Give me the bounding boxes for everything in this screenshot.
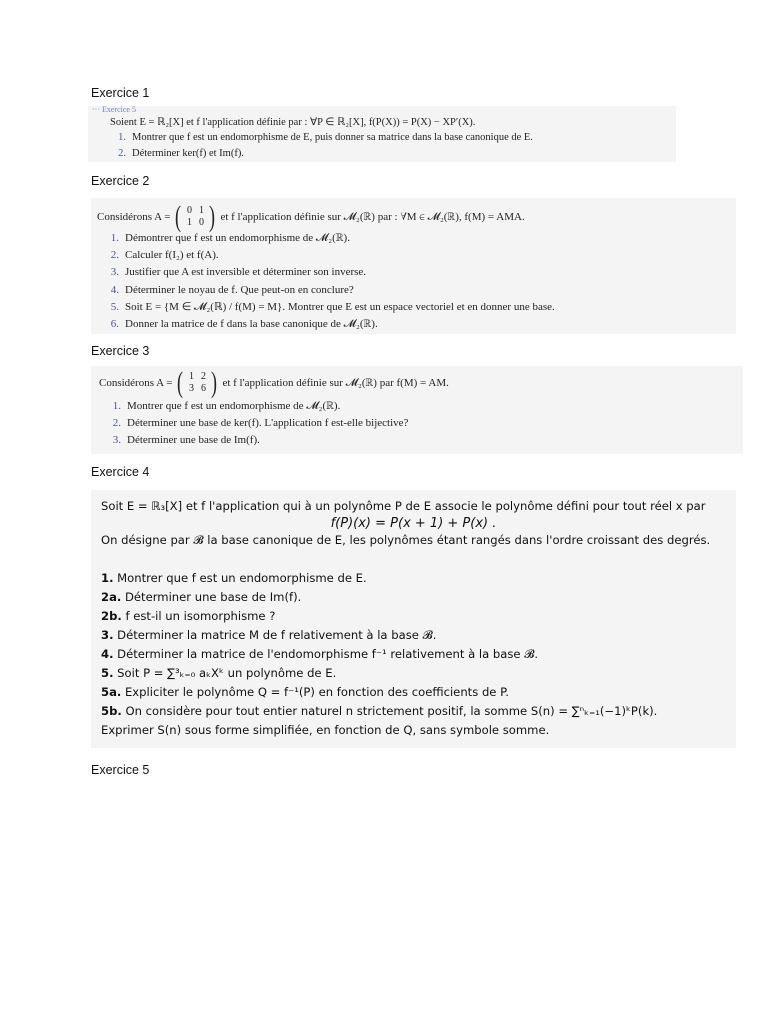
exercise-1-list <box>112 130 533 162</box>
list-item: 4. Déterminer le noyau de f. Que peut-on en conclure? <box>110 283 354 296</box>
matrix-a: ( 0 1 1 0 ) <box>175 200 216 233</box>
list-item: 1. Démontrer que f est un endomorphisme de 𝓜₂(ℝ). <box>110 232 350 244</box>
list-item: 5. Soit P = ∑³ₖ₌₀ aₖXᵏ un polynôme de E. <box>101 666 337 680</box>
list-item: 3. Déterminer une base de Im(f). <box>112 434 260 446</box>
exercise-1-content <box>88 106 676 162</box>
exercise-1-intro: Soient E = ℝ₂[X] et f l'application définie par : ∀P ∈ ℝ₂[X], f(P(X)) = P(X) − XP′(X). <box>110 117 476 128</box>
matrix-a: ( 1 2 3 6 ) <box>177 366 218 399</box>
exercise-1-heading: Exercice 1 <box>91 86 150 100</box>
exercise-4-content <box>91 490 736 748</box>
exercise-4-list <box>101 569 657 740</box>
list-item: 3. Déterminer la matrice M de f relativement à la base 𝓑. <box>101 628 437 642</box>
list-item: 1. Montrer que f est un endomorphisme de E, puis donner sa matrice dans la base canonique de E. <box>118 132 533 143</box>
exercise-2-heading: Exercice 2 <box>91 174 150 188</box>
list-item: 2. Déterminer une base de ker(f). L'application f est-elle bijective? <box>112 417 409 429</box>
list-item: 5b. On considère pour tout entier naturel n strictement positif, la somme S(n) = ∑ⁿₖ₌₁(−1)ᵏP(k). <box>101 704 658 718</box>
exercise-4-formula: f(P)(x) = P(x + 1) + P(x) . <box>330 516 497 531</box>
exercise-5-heading: Exercice 5 <box>91 763 150 777</box>
exercise-4-basis-note: On désigne par 𝓑 la base canonique de E, les polynômes étant rangés dans l'ordre croissant des degrés. <box>101 533 711 547</box>
exercise-3-heading: Exercice 3 <box>91 344 150 358</box>
list-item: 2. Calculer f(I₂) et f(A). <box>110 249 219 262</box>
list-item: 3. Justifier que A est inversible et déterminer son inverse. <box>110 266 367 279</box>
exercise-3-content <box>91 366 743 454</box>
exercise-3-list <box>107 398 408 449</box>
list-item: 4. Déterminer la matrice de l'endomorphisme f⁻¹ relativement à la base 𝓑. <box>101 647 539 661</box>
list-item: 2b. f est-il un isomorphisme ? <box>101 609 276 623</box>
exercise-2-list <box>105 230 555 333</box>
list-item: 2a. Déterminer une base de Im(f). <box>101 590 302 604</box>
list-item: 1. Montrer que f est un endomorphisme de E. <box>101 571 367 585</box>
list-item: 6. Donner la matrice de f dans la base canonique de 𝓜₂(ℝ). <box>110 318 378 331</box>
list-item-continuation: Exprimer S(n) sous forme simplifiée, en fonction de Q, sans symbole somme. <box>101 723 550 737</box>
exercise-1-cutoff-text: ··· Exercice 5 <box>92 106 136 112</box>
list-item: 5. Soit E = {M ∈ 𝓜₂(ℝ) / f(M) = M}. Montrer que E est un espace vectoriel et en donner une base. <box>110 300 555 313</box>
list-item: 2. Déterminer ker(f) et Im(f). <box>118 148 244 159</box>
exercise-2-content <box>91 198 736 334</box>
exercise-3-intro: Considérons A = ( 1 2 3 6 ) et f l'application définie sur 𝓜₂(ℝ) par f(M) = AM. <box>99 366 449 399</box>
list-item: 1. Montrer que f est un endomorphisme de 𝓜₂(ℝ). <box>112 400 341 412</box>
exercise-2-intro: Considérons A = ( 0 1 1 0 ) et f l'application définie sur 𝓜₂(ℝ) par : ∀M ∈ 𝓜₂(ℝ), f(M) = AMA. <box>97 200 525 233</box>
exercise-4-statement: Soit E = ℝ₃[X] et f l'application qui à un polynôme P de E associe le polynôme défini pour tout réel x par <box>101 499 706 513</box>
list-item: 5a. Expliciter le polynôme Q = f⁻¹(P) en fonction des coefficients de P. <box>101 685 509 699</box>
exercise-4-heading: Exercice 4 <box>91 465 150 479</box>
